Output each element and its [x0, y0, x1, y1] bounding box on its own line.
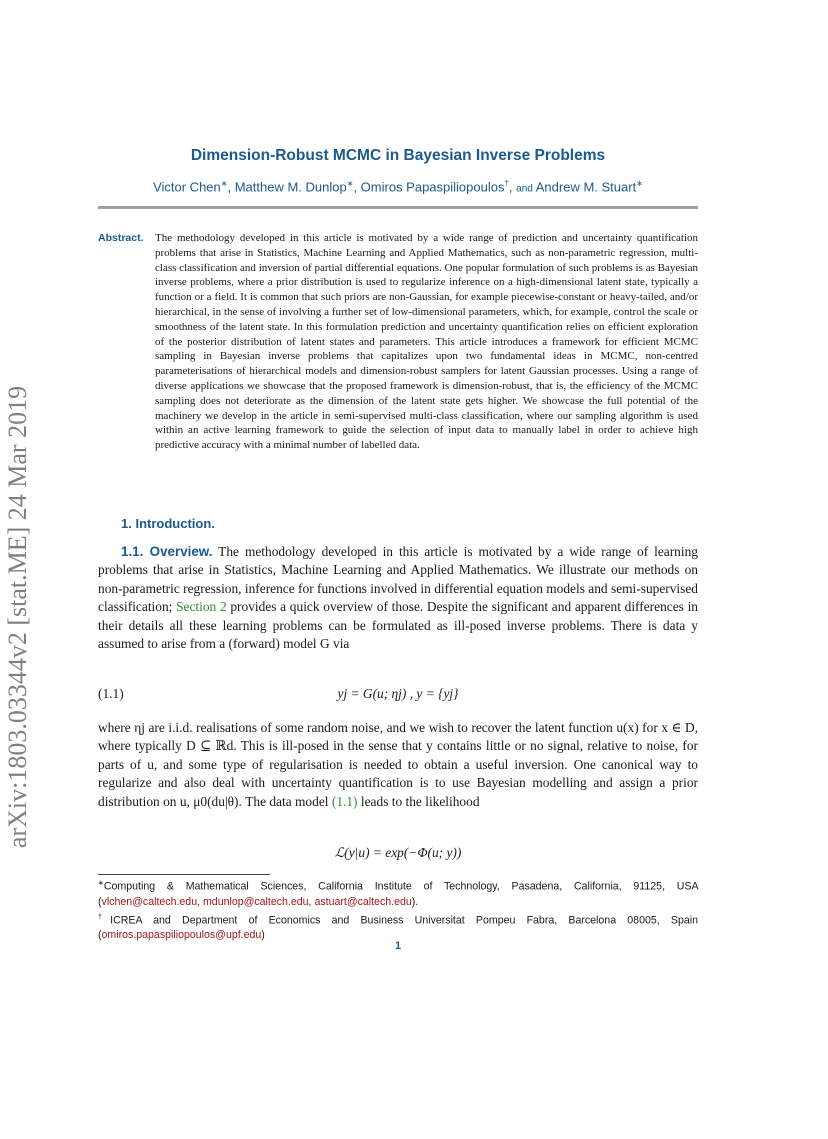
equation-body: yj = G(u; ηj) , y = {yj}: [337, 686, 459, 701]
equation-number: (1.1): [98, 686, 124, 701]
footnote-rule: [98, 874, 270, 875]
arxiv-identifier-stamp: arXiv:1803.03344v2 [stat.ME] 24 Mar 2019: [3, 385, 32, 849]
equation-ref-link[interactable]: (1.1): [331, 793, 358, 809]
footnote-mark: ∗: [98, 880, 104, 887]
para1-text-cont: provides a quick overview of those. Despite the significant and apparent differences in their details all these learning problems can be formulated as ill-posed inverse problems. There is data y assumed to arise from a (forward) model G via: [98, 599, 698, 652]
paren: ): [261, 929, 265, 942]
page-number: 1: [394, 940, 402, 952]
paren: ).: [411, 895, 419, 908]
author-stuart: Andrew M. Stuart: [535, 179, 637, 195]
author-email-link[interactable]: omiros.papaspiliopoulos@upf.edu: [101, 929, 262, 942]
paren: (: [98, 895, 102, 908]
author-papaspiliopoulos: Omiros Papaspiliopoulos: [360, 179, 505, 195]
footnotes: [98, 876, 698, 943]
separator: ,: [508, 179, 513, 195]
section-heading: 1. Introduction.: [121, 516, 215, 531]
abstract-text: The methodology developed in this article is motivated by a wide range of prediction and uncertainty quantification problems that arise in Statistics, Machine Learning and Applied Mathematics, such as non-parametric regression, multi-class classification and inversion of partial differential equations. One popular formulation of such problems is as Bayesian inverse problems, where a prior distribution is used to regularize inference on a high-dimensional latent state, typically a function or a field. It is common that such priors are non-Gaussian, for example piecewise-constant or heavy-tailed, and/or hierarchical, in the sense of involving a further set of low-dimensional parameters, which, for example, control the scale or smoothness of the latent state. In this formulation prediction and uncertainty quantification relies on efficient exploration of the posterior distribution of latent states and parameters. This article introduces a framework for efficient MCMC sampling in Bayesian inverse problems that capitalizes upon two fundamental ideas in MCMC, non-centred parameterisations of hierarchical models and dimension-robust samplers for latent Gaussian processes. Using a range of diverse applications we showcase that the proposed framework is dimension-robust, that is, the efficiency of the MCMC sampling does not deteriorate as the dimension of the latent state gets higher. We showcase the full potential of the machinery we develop in the article in semi-supervised multi-class classification, where our sampling algorithm is used within an active learning framework to guide the selection of input data to manually label in order to achieve high predictive accuracy with a minimal number of labelled data.: [155, 232, 698, 452]
affil-mark: ∗: [220, 179, 228, 188]
footnote-2: [98, 910, 698, 944]
separator: ,: [227, 179, 232, 195]
affil-mark: ∗: [346, 179, 354, 188]
footnote-mark: †: [98, 913, 111, 921]
intro-paragraph: [98, 543, 698, 653]
author-dunlop: Matthew M. Dunlop: [234, 179, 347, 195]
likelihood-equation: ℒ(y|u) = exp(−Φ(u; y)): [334, 845, 462, 860]
body-paragraph-2: [98, 719, 698, 811]
para2-text: where ηj are i.i.d. realisations of some random noise, and we wish to recover the latent function u(x) for x ∈ D, where typically D ⊆ ℝd. This is ill-posed in the sense that y contains little or no signal, relative to noise, for parts of u, and some type of regularisation is needed to obtain a useful inversion. One canonical way to regularize and also deal with uncertainty quantification is to use Bayesian modelling and assign a prior distribution on u, μ0(du|θ). The data model: [98, 720, 698, 809]
equation-1-1: [98, 686, 698, 706]
author-list: [98, 179, 698, 194]
section-2-link[interactable]: Section 2: [176, 599, 227, 615]
author-emails-link[interactable]: vlchen@caltech.edu, mdunlop@caltech.edu, astuart@caltech.edu: [101, 895, 412, 908]
affil-mark: ∗: [636, 179, 643, 188]
author-chen: Victor Chen: [153, 179, 221, 195]
subsection-heading: 1.1. Overview.: [121, 544, 213, 559]
footnote-2-text: ICREA and Department of Economics and Business Universitat Pompeu Fabra, Barcelona 08005, Spain: [110, 914, 698, 927]
footnote-1-text: Computing & Mathematical Sciences, California Institute of Technology, Pasadena, California, 91125, USA: [103, 880, 698, 893]
abstract-label: Abstract.: [98, 232, 144, 244]
para2-text-cont: leads to the likelihood: [360, 793, 480, 809]
title-rule: [98, 206, 698, 209]
abstract: [98, 231, 698, 453]
paren: (: [98, 929, 102, 942]
affil-mark: †: [504, 179, 509, 188]
separator: ,: [353, 179, 358, 195]
paper-title: Dimension-Robust MCMC in Bayesian Inverse Problems: [190, 147, 606, 164]
footnote-1: [98, 876, 698, 910]
para1-text: The methodology developed in this article is motivated by a wide range of learning problems that arise in Statistics, Machine Learning and Applied Mathematics. We illustrate our methods on non-parametric regression, inference for functions involved in differential equation models and semi-supervised classification;: [98, 544, 698, 615]
and-word: and: [516, 183, 533, 195]
